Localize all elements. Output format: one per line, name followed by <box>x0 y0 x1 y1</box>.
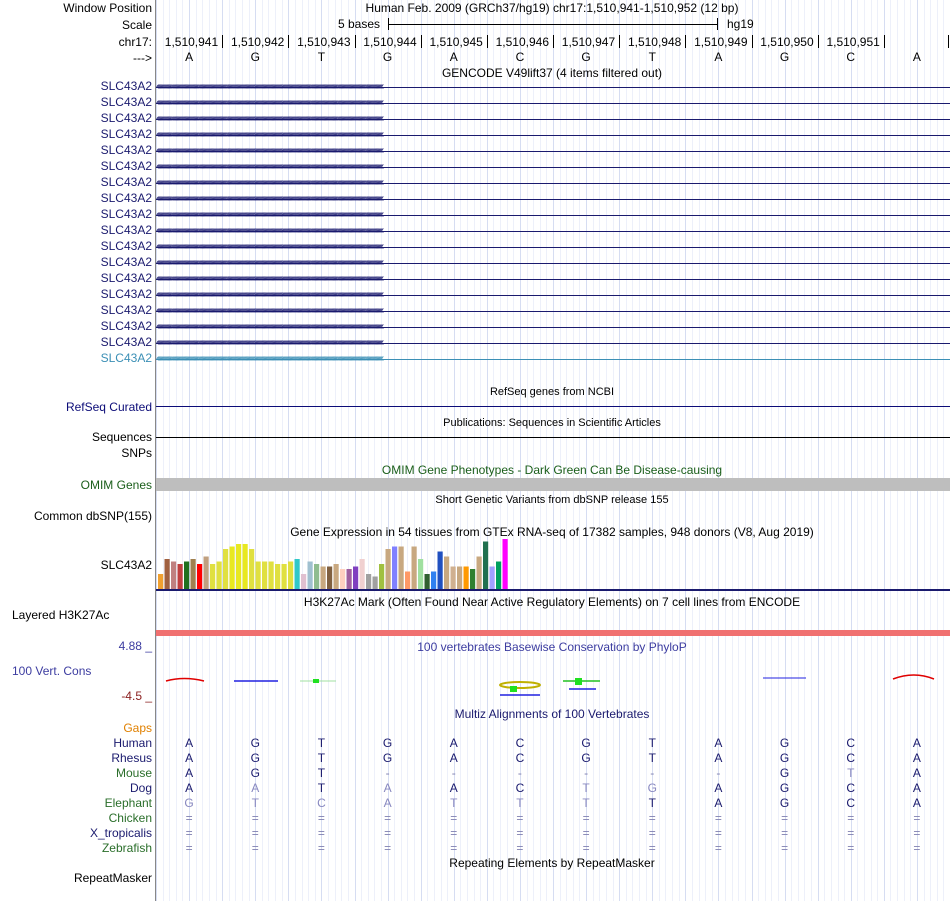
aligned-base: C <box>846 751 856 765</box>
reference-base: G <box>382 50 393 64</box>
scale-bar-left-tick <box>388 18 389 30</box>
gtex-tissue-bar[interactable] <box>418 559 423 589</box>
gtex-tissue-bar[interactable] <box>262 562 267 590</box>
gtex-tissue-bar[interactable] <box>321 567 326 590</box>
reference-base: A <box>714 50 723 64</box>
gencode-item-label[interactable]: SLC43A2 <box>100 143 152 157</box>
gtex-tissue-bar[interactable] <box>392 547 397 590</box>
gtex-tissue-bar[interactable] <box>340 569 345 589</box>
ruler-tick <box>222 35 223 48</box>
gencode-item-label[interactable]: SLC43A2 <box>100 239 152 253</box>
aligned-base: C <box>846 796 856 810</box>
h3k27ac-title: H3K27Ac Mark (Often Found Near Active Regulatory Elements) on 7 cell lines from ENCODE <box>303 595 801 609</box>
aligned-base: G <box>250 766 260 780</box>
strand-arrows: ‹‹‹‹‹‹‹‹‹‹‹‹‹‹‹‹‹‹‹‹‹‹‹‹‹‹‹‹‹‹‹‹‹‹‹‹‹‹‹‹‹‹‹‹‹‹‹‹‹‹‹‹‹‹‹‹‹‹‹‹‹‹‹‹‹‹‹‹‹‹‹‹‹‹‹‹‹‹‹‹‹‹‹‹‹‹‹‹‹‹‹‹‹‹‹‹‹‹‹‹‹‹‹‹‹‹‹‹‹‹‹‹‹‹‹‹‹‹‹‹‹‹‹‹‹‹‹‹‹‹‹‹‹‹‹‹‹‹‹‹‹‹‹‹‹‹‹‹‹‹‹‹‹‹‹‹‹‹‹‹‹‹‹‹‹‹‹‹‹‹‹‹‹‹‹‹‹‹‹‹‹‹‹‹‹‹‹‹‹‹‹‹‹‹‹‹‹‹‹‹ <box>156 354 383 364</box>
aligned-base: G <box>779 736 790 750</box>
gencode-item-label[interactable]: SLC43A2 <box>100 335 152 349</box>
strand-arrows: ‹‹‹‹‹‹‹‹‹‹‹‹‹‹‹‹‹‹‹‹‹‹‹‹‹‹‹‹‹‹‹‹‹‹‹‹‹‹‹‹‹‹‹‹‹‹‹‹‹‹‹‹‹‹‹‹‹‹‹‹‹‹‹‹‹‹‹‹‹‹‹‹‹‹‹‹‹‹‹‹‹‹‹‹‹‹‹‹‹‹‹‹‹‹‹‹‹‹‹‹‹‹‹‹‹‹‹‹‹‹‹‹‹‹‹‹‹‹‹‹‹‹‹‹‹‹‹‹‹‹‹‹‹‹‹‹‹‹‹‹‹‹‹‹‹‹‹‹‹‹‹‹‹‹‹‹‹‹‹‹‹‹‹‹‹‹‹‹‹‹‹‹‹‹‹‹‹‹‹‹‹‹‹‹‹‹‹‹‹‹‹‹‹‹‹‹‹‹‹‹ <box>156 306 383 316</box>
phylop-min: -4.5 _ <box>121 689 152 703</box>
aligned-base: C <box>317 796 326 810</box>
gtex-tissue-bar[interactable] <box>288 562 293 590</box>
ruler-tick <box>288 35 289 48</box>
reference-base: C <box>846 50 856 64</box>
gencode-item-label[interactable]: SLC43A2 <box>100 303 152 317</box>
multiz-title: Multiz Alignments of 100 Vertebrates <box>454 707 650 721</box>
aligned-base: = <box>251 811 259 825</box>
aligned-base: = <box>847 841 855 855</box>
gtex-tissue-bar[interactable] <box>308 562 313 590</box>
dbsnp-label[interactable]: Common dbSNP(155) <box>33 509 152 523</box>
aligned-base: = <box>251 841 259 855</box>
aligned-base: C <box>515 736 525 750</box>
publications-title: Publications: Sequences in Scientific Articles <box>443 417 661 429</box>
window-position-label: Window Position <box>63 1 152 15</box>
aligned-base: T <box>516 796 524 810</box>
aligned-base: = <box>913 811 921 825</box>
aligned-base: A <box>185 766 194 780</box>
aligned-base: G <box>779 751 790 765</box>
gtex-tissue-bar[interactable] <box>438 552 443 590</box>
scale-db: hg19 <box>727 17 754 31</box>
aligned-base: = <box>648 841 656 855</box>
gtex-tissue-bar[interactable] <box>171 562 176 590</box>
reference-base: G <box>250 50 260 64</box>
gencode-transcript[interactable] <box>156 130 950 140</box>
aligned-base: A <box>383 796 392 810</box>
refseq-label[interactable]: RefSeq Curated <box>65 400 152 414</box>
gtex-tissue-bar[interactable] <box>470 569 475 589</box>
strand-arrows: ‹‹‹‹‹‹‹‹‹‹‹‹‹‹‹‹‹‹‹‹‹‹‹‹‹‹‹‹‹‹‹‹‹‹‹‹‹‹‹‹‹‹‹‹‹‹‹‹‹‹‹‹‹‹‹‹‹‹‹‹‹‹‹‹‹‹‹‹‹‹‹‹‹‹‹‹‹‹‹‹‹‹‹‹‹‹‹‹‹‹‹‹‹‹‹‹‹‹‹‹‹‹‹‹‹‹‹‹‹‹‹‹‹‹‹‹‹‹‹‹‹‹‹‹‹‹‹‹‹‹‹‹‹‹‹‹‹‹‹‹‹‹‹‹‹‹‹‹‹‹‹‹‹‹‹‹‹‹‹‹‹‹‹‹‹‹‹‹‹‹‹‹‹‹‹‹‹‹‹‹‹‹‹‹‹‹‹‹‹‹‹‹‹‹‹‹‹‹‹‹ <box>156 242 383 252</box>
aligned-base: T <box>648 796 656 810</box>
gtex-tissue-bar[interactable] <box>353 567 358 590</box>
aligned-base: = <box>317 826 325 840</box>
gencode-transcript[interactable] <box>156 210 950 220</box>
gtex-tissue-bar[interactable] <box>243 544 248 589</box>
aligned-base: G <box>581 751 591 765</box>
gtex-tissue-bar[interactable] <box>366 574 371 589</box>
gtex-tissue-bar[interactable] <box>230 547 235 590</box>
aligned-base: G <box>250 751 260 765</box>
gtex-bar-chart[interactable] <box>156 538 950 592</box>
gtex-tissue-bar[interactable] <box>301 574 306 589</box>
gencode-transcript[interactable] <box>156 306 950 316</box>
species-label[interactable]: Rhesus <box>111 751 152 765</box>
gtex-tissue-bar[interactable] <box>431 572 436 590</box>
species-label[interactable]: X_tropicalis <box>89 826 152 840</box>
ruler-position: 1,510,951 <box>826 35 880 49</box>
aligned-base: = <box>648 811 656 825</box>
gencode-transcript[interactable] <box>156 114 950 124</box>
aligned-base: = <box>847 811 855 825</box>
phylop-mark-4 <box>500 682 540 688</box>
reference-base: A <box>185 50 194 64</box>
track-area[interactable] <box>156 0 950 901</box>
aligned-base: T <box>582 781 590 795</box>
gtex-tissue-bar[interactable] <box>347 569 352 589</box>
scale-text: 5 bases <box>338 17 381 31</box>
aligned-base: A <box>185 751 194 765</box>
strand-arrows: ‹‹‹‹‹‹‹‹‹‹‹‹‹‹‹‹‹‹‹‹‹‹‹‹‹‹‹‹‹‹‹‹‹‹‹‹‹‹‹‹‹‹‹‹‹‹‹‹‹‹‹‹‹‹‹‹‹‹‹‹‹‹‹‹‹‹‹‹‹‹‹‹‹‹‹‹‹‹‹‹‹‹‹‹‹‹‹‹‹‹‹‹‹‹‹‹‹‹‹‹‹‹‹‹‹‹‹‹‹‹‹‹‹‹‹‹‹‹‹‹‹‹‹‹‹‹‹‹‹‹‹‹‹‹‹‹‹‹‹‹‹‹‹‹‹‹‹‹‹‹‹‹‹‹‹‹‹‹‹‹‹‹‹‹‹‹‹‹‹‹‹‹‹‹‹‹‹‹‹‹‹‹‹‹‹‹‹‹‹‹‹‹‹‹‹‹‹‹‹‹ <box>156 258 383 268</box>
publications-label[interactable]: Sequences <box>91 430 152 444</box>
gencode-transcript[interactable] <box>156 322 950 332</box>
refseq-title: RefSeq genes from NCBI <box>489 386 615 398</box>
gtex-tissue-bar[interactable] <box>334 564 339 589</box>
strand-arrows: ‹‹‹‹‹‹‹‹‹‹‹‹‹‹‹‹‹‹‹‹‹‹‹‹‹‹‹‹‹‹‹‹‹‹‹‹‹‹‹‹‹‹‹‹‹‹‹‹‹‹‹‹‹‹‹‹‹‹‹‹‹‹‹‹‹‹‹‹‹‹‹‹‹‹‹‹‹‹‹‹‹‹‹‹‹‹‹‹‹‹‹‹‹‹‹‹‹‹‹‹‹‹‹‹‹‹‹‹‹‹‹‹‹‹‹‹‹‹‹‹‹‹‹‹‹‹‹‹‹‹‹‹‹‹‹‹‹‹‹‹‹‹‹‹‹‹‹‹‹‹‹‹‹‹‹‹‹‹‹‹‹‹‹‹‹‹‹‹‹‹‹‹‹‹‹‹‹‹‹‹‹‹‹‹‹‹‹‹‹‹‹‹‹‹‹‹‹‹‹‹ <box>156 210 383 220</box>
strand-arrows: ‹‹‹‹‹‹‹‹‹‹‹‹‹‹‹‹‹‹‹‹‹‹‹‹‹‹‹‹‹‹‹‹‹‹‹‹‹‹‹‹‹‹‹‹‹‹‹‹‹‹‹‹‹‹‹‹‹‹‹‹‹‹‹‹‹‹‹‹‹‹‹‹‹‹‹‹‹‹‹‹‹‹‹‹‹‹‹‹‹‹‹‹‹‹‹‹‹‹‹‹‹‹‹‹‹‹‹‹‹‹‹‹‹‹‹‹‹‹‹‹‹‹‹‹‹‹‹‹‹‹‹‹‹‹‹‹‹‹‹‹‹‹‹‹‹‹‹‹‹‹‹‹‹‹‹‹‹‹‹‹‹‹‹‹‹‹‹‹‹‹‹‹‹‹‹‹‹‹‹‹‹‹‹‹‹‹‹‹‹‹‹‹‹‹‹‹‹‹‹‹ <box>156 338 383 348</box>
track-labels <box>0 0 155 901</box>
gtex-tissue-bar[interactable] <box>249 549 254 589</box>
gencode-item-label[interactable]: SLC43A2 <box>100 271 152 285</box>
label-divider <box>155 0 156 901</box>
gtex-tissue-bar[interactable] <box>197 564 202 589</box>
gtex-tissue-bar[interactable] <box>223 549 228 589</box>
aligned-base: G <box>581 736 591 750</box>
aligned-base: G <box>647 781 657 795</box>
gencode-item-label[interactable]: SLC43A2 <box>100 207 152 221</box>
aligned-base: A <box>912 781 921 795</box>
aligned-base: = <box>582 841 590 855</box>
gencode-item-label[interactable]: SLC43A2 <box>100 95 152 109</box>
assembly-title: Human Feb. 2009 (GRCh37/hg19) chr17:1,510,941-1,510,952 (12 bp) <box>365 1 739 15</box>
aligned-base: - <box>451 766 456 780</box>
gtex-tissue-bar[interactable] <box>269 562 274 590</box>
gtex-tissue-bar[interactable] <box>256 562 261 590</box>
strand-arrows: ‹‹‹‹‹‹‹‹‹‹‹‹‹‹‹‹‹‹‹‹‹‹‹‹‹‹‹‹‹‹‹‹‹‹‹‹‹‹‹‹‹‹‹‹‹‹‹‹‹‹‹‹‹‹‹‹‹‹‹‹‹‹‹‹‹‹‹‹‹‹‹‹‹‹‹‹‹‹‹‹‹‹‹‹‹‹‹‹‹‹‹‹‹‹‹‹‹‹‹‹‹‹‹‹‹‹‹‹‹‹‹‹‹‹‹‹‹‹‹‹‹‹‹‹‹‹‹‹‹‹‹‹‹‹‹‹‹‹‹‹‹‹‹‹‹‹‹‹‹‹‹‹‹‹‹‹‹‹‹‹‹‹‹‹‹‹‹‹‹‹‹‹‹‹‹‹‹‹‹‹‹‹‹‹‹‹‹‹‹‹‹‹‹‹‹‹‹‹‹‹ <box>156 162 383 172</box>
aligned-base: A <box>449 751 458 765</box>
aligned-base: - <box>584 766 589 780</box>
gtex-tissue-bar[interactable] <box>379 564 384 589</box>
aligned-base: T <box>317 781 326 795</box>
strand-arrows: ‹‹‹‹‹‹‹‹‹‹‹‹‹‹‹‹‹‹‹‹‹‹‹‹‹‹‹‹‹‹‹‹‹‹‹‹‹‹‹‹‹‹‹‹‹‹‹‹‹‹‹‹‹‹‹‹‹‹‹‹‹‹‹‹‹‹‹‹‹‹‹‹‹‹‹‹‹‹‹‹‹‹‹‹‹‹‹‹‹‹‹‹‹‹‹‹‹‹‹‹‹‹‹‹‹‹‹‹‹‹‹‹‹‹‹‹‹‹‹‹‹‹‹‹‹‹‹‹‹‹‹‹‹‹‹‹‹‹‹‹‹‹‹‹‹‹‹‹‹‹‹‹‹‹‹‹‹‹‹‹‹‹‹‹‹‹‹‹‹‹‹‹‹‹‹‹‹‹‹‹‹‹‹‹‹‹‹‹‹‹‹‹‹‹‹‹‹‹‹‹ <box>156 98 383 108</box>
dbsnp-title: Short Genetic Variants from dbSNP release 155 <box>435 494 669 506</box>
gencode-transcript[interactable] <box>156 242 950 252</box>
gencode-item-label[interactable]: SLC43A2 <box>100 255 152 269</box>
species-label[interactable]: Human <box>113 736 152 750</box>
aligned-base: G <box>779 781 790 795</box>
reference-base: A <box>912 50 921 64</box>
strand-arrows: ‹‹‹‹‹‹‹‹‹‹‹‹‹‹‹‹‹‹‹‹‹‹‹‹‹‹‹‹‹‹‹‹‹‹‹‹‹‹‹‹‹‹‹‹‹‹‹‹‹‹‹‹‹‹‹‹‹‹‹‹‹‹‹‹‹‹‹‹‹‹‹‹‹‹‹‹‹‹‹‹‹‹‹‹‹‹‹‹‹‹‹‹‹‹‹‹‹‹‹‹‹‹‹‹‹‹‹‹‹‹‹‹‹‹‹‹‹‹‹‹‹‹‹‹‹‹‹‹‹‹‹‹‹‹‹‹‹‹‹‹‹‹‹‹‹‹‹‹‹‹‹‹‹‹‹‹‹‹‹‹‹‹‹‹‹‹‹‹‹‹‹‹‹‹‹‹‹‹‹‹‹‹‹‹‹‹‹‹‹‹‹‹‹‹‹‹‹‹‹‹ <box>156 178 383 188</box>
aligned-base: A <box>714 736 723 750</box>
aligned-base: G <box>382 736 393 750</box>
aligned-base: = <box>450 811 458 825</box>
gtex-tissue-bar[interactable] <box>503 539 508 589</box>
strand-arrows: ‹‹‹‹‹‹‹‹‹‹‹‹‹‹‹‹‹‹‹‹‹‹‹‹‹‹‹‹‹‹‹‹‹‹‹‹‹‹‹‹‹‹‹‹‹‹‹‹‹‹‹‹‹‹‹‹‹‹‹‹‹‹‹‹‹‹‹‹‹‹‹‹‹‹‹‹‹‹‹‹‹‹‹‹‹‹‹‹‹‹‹‹‹‹‹‹‹‹‹‹‹‹‹‹‹‹‹‹‹‹‹‹‹‹‹‹‹‹‹‹‹‹‹‹‹‹‹‹‹‹‹‹‹‹‹‹‹‹‹‹‹‹‹‹‹‹‹‹‹‹‹‹‹‹‹‹‹‹‹‹‹‹‹‹‹‹‹‹‹‹‹‹‹‹‹‹‹‹‹‹‹‹‹‹‹‹‹‹‹‹‹‹‹‹‹‹‹‹‹‹ <box>156 130 383 140</box>
ruler-position: 1,510,943 <box>297 35 351 49</box>
aligned-base: A <box>912 751 921 765</box>
aligned-base: G <box>184 796 194 810</box>
species-label[interactable]: Zebrafish <box>101 841 152 855</box>
species-label[interactable]: Mouse <box>115 766 152 780</box>
phylop-mark-5b <box>575 678 582 685</box>
reference-base: C <box>515 50 525 64</box>
ruler-tick <box>421 35 422 48</box>
aligned-base: G <box>250 736 260 750</box>
scale-label: Scale <box>121 18 152 32</box>
gtex-tissue-bar[interactable] <box>178 564 183 589</box>
aligned-base: G <box>779 796 790 810</box>
gencode-item-label[interactable]: SLC43A2 <box>100 111 152 125</box>
aligned-base: = <box>582 826 590 840</box>
gaps-label: Gaps <box>123 721 152 735</box>
aligned-base: = <box>516 841 524 855</box>
gencode-transcript[interactable] <box>156 98 950 108</box>
aligned-base: A <box>714 781 723 795</box>
aligned-base: T <box>648 736 656 750</box>
ruler-position: 1,510,944 <box>363 35 417 49</box>
ruler-position: 1,510,941 <box>164 35 219 49</box>
strand-arrows: ‹‹‹‹‹‹‹‹‹‹‹‹‹‹‹‹‹‹‹‹‹‹‹‹‹‹‹‹‹‹‹‹‹‹‹‹‹‹‹‹‹‹‹‹‹‹‹‹‹‹‹‹‹‹‹‹‹‹‹‹‹‹‹‹‹‹‹‹‹‹‹‹‹‹‹‹‹‹‹‹‹‹‹‹‹‹‹‹‹‹‹‹‹‹‹‹‹‹‹‹‹‹‹‹‹‹‹‹‹‹‹‹‹‹‹‹‹‹‹‹‹‹‹‹‹‹‹‹‹‹‹‹‹‹‹‹‹‹‹‹‹‹‹‹‹‹‹‹‹‹‹‹‹‹‹‹‹‹‹‹‹‹‹‹‹‹‹‹‹‹‹‹‹‹‹‹‹‹‹‹‹‹‹‹‹‹‹‹‹‹‹‹‹‹‹‹‹‹‹‹ <box>156 226 383 236</box>
gtex-tissue-bar[interactable] <box>158 574 163 589</box>
aligned-base: = <box>251 826 259 840</box>
gencode-item-label[interactable]: SLC43A2 <box>100 319 152 333</box>
gtex-tissue-bar[interactable] <box>184 562 189 590</box>
gtex-tissue-bar[interactable] <box>204 557 209 590</box>
gencode-transcript[interactable] <box>156 290 950 300</box>
phylop-max: 4.88 _ <box>118 639 152 653</box>
aligned-base: = <box>781 841 789 855</box>
gencode-transcript[interactable] <box>156 146 950 156</box>
gtex-tissue-bar[interactable] <box>217 562 222 590</box>
aligned-base: C <box>846 781 856 795</box>
strand-arrows: ‹‹‹‹‹‹‹‹‹‹‹‹‹‹‹‹‹‹‹‹‹‹‹‹‹‹‹‹‹‹‹‹‹‹‹‹‹‹‹‹‹‹‹‹‹‹‹‹‹‹‹‹‹‹‹‹‹‹‹‹‹‹‹‹‹‹‹‹‹‹‹‹‹‹‹‹‹‹‹‹‹‹‹‹‹‹‹‹‹‹‹‹‹‹‹‹‹‹‹‹‹‹‹‹‹‹‹‹‹‹‹‹‹‹‹‹‹‹‹‹‹‹‹‹‹‹‹‹‹‹‹‹‹‹‹‹‹‹‹‹‹‹‹‹‹‹‹‹‹‹‹‹‹‹‹‹‹‹‹‹‹‹‹‹‹‹‹‹‹‹‹‹‹‹‹‹‹‹‹‹‹‹‹‹‹‹‹‹‹‹‹‹‹‹‹‹‹‹‹‹ <box>156 82 383 92</box>
aligned-base: = <box>714 811 722 825</box>
aligned-base: = <box>450 841 458 855</box>
gtex-tissue-bar[interactable] <box>399 547 404 590</box>
ruler-tick <box>685 35 686 48</box>
gtex-tissue-bar[interactable] <box>327 567 332 590</box>
aligned-base: = <box>781 811 789 825</box>
species-label[interactable]: Dog <box>129 781 152 795</box>
ruler-tick <box>818 35 819 48</box>
aligned-base: A <box>912 796 921 810</box>
strand-arrows: ‹‹‹‹‹‹‹‹‹‹‹‹‹‹‹‹‹‹‹‹‹‹‹‹‹‹‹‹‹‹‹‹‹‹‹‹‹‹‹‹‹‹‹‹‹‹‹‹‹‹‹‹‹‹‹‹‹‹‹‹‹‹‹‹‹‹‹‹‹‹‹‹‹‹‹‹‹‹‹‹‹‹‹‹‹‹‹‹‹‹‹‹‹‹‹‹‹‹‹‹‹‹‹‹‹‹‹‹‹‹‹‹‹‹‹‹‹‹‹‹‹‹‹‹‹‹‹‹‹‹‹‹‹‹‹‹‹‹‹‹‹‹‹‹‹‹‹‹‹‹‹‹‹‹‹‹‹‹‹‹‹‹‹‹‹‹‹‹‹‹‹‹‹‹‹‹‹‹‹‹‹‹‹‹‹‹‹‹‹‹‹‹‹‹‹‹‹‹‹‹ <box>156 274 383 284</box>
strand-arrows: ‹‹‹‹‹‹‹‹‹‹‹‹‹‹‹‹‹‹‹‹‹‹‹‹‹‹‹‹‹‹‹‹‹‹‹‹‹‹‹‹‹‹‹‹‹‹‹‹‹‹‹‹‹‹‹‹‹‹‹‹‹‹‹‹‹‹‹‹‹‹‹‹‹‹‹‹‹‹‹‹‹‹‹‹‹‹‹‹‹‹‹‹‹‹‹‹‹‹‹‹‹‹‹‹‹‹‹‹‹‹‹‹‹‹‹‹‹‹‹‹‹‹‹‹‹‹‹‹‹‹‹‹‹‹‹‹‹‹‹‹‹‹‹‹‹‹‹‹‹‹‹‹‹‹‹‹‹‹‹‹‹‹‹‹‹‹‹‹‹‹‹‹‹‹‹‹‹‹‹‹‹‹‹‹‹‹‹‹‹‹‹‹‹‹‹‹‹‹‹‹ <box>156 322 383 332</box>
aligned-base: T <box>648 751 656 765</box>
phylop-mark-4b <box>510 686 517 692</box>
gtex-tissue-bar[interactable] <box>496 562 501 590</box>
reference-base: G <box>581 50 591 64</box>
ruler-tick <box>752 35 753 48</box>
aligned-base: - <box>650 766 655 780</box>
strand-arrows: ‹‹‹‹‹‹‹‹‹‹‹‹‹‹‹‹‹‹‹‹‹‹‹‹‹‹‹‹‹‹‹‹‹‹‹‹‹‹‹‹‹‹‹‹‹‹‹‹‹‹‹‹‹‹‹‹‹‹‹‹‹‹‹‹‹‹‹‹‹‹‹‹‹‹‹‹‹‹‹‹‹‹‹‹‹‹‹‹‹‹‹‹‹‹‹‹‹‹‹‹‹‹‹‹‹‹‹‹‹‹‹‹‹‹‹‹‹‹‹‹‹‹‹‹‹‹‹‹‹‹‹‹‹‹‹‹‹‹‹‹‹‹‹‹‹‹‹‹‹‹‹‹‹‹‹‹‹‹‹‹‹‹‹‹‹‹‹‹‹‹‹‹‹‹‹‹‹‹‹‹‹‹‹‹‹‹‹‹‹‹‹‹‹‹‹‹‹‹‹‹ <box>156 146 383 156</box>
aligned-base: = <box>516 811 524 825</box>
gtex-tissue-bar[interactable] <box>405 572 410 590</box>
aligned-base: A <box>251 781 260 795</box>
strand-arrows: ‹‹‹‹‹‹‹‹‹‹‹‹‹‹‹‹‹‹‹‹‹‹‹‹‹‹‹‹‹‹‹‹‹‹‹‹‹‹‹‹‹‹‹‹‹‹‹‹‹‹‹‹‹‹‹‹‹‹‹‹‹‹‹‹‹‹‹‹‹‹‹‹‹‹‹‹‹‹‹‹‹‹‹‹‹‹‹‹‹‹‹‹‹‹‹‹‹‹‹‹‹‹‹‹‹‹‹‹‹‹‹‹‹‹‹‹‹‹‹‹‹‹‹‹‹‹‹‹‹‹‹‹‹‹‹‹‹‹‹‹‹‹‹‹‹‹‹‹‹‹‹‹‹‹‹‹‹‹‹‹‹‹‹‹‹‹‹‹‹‹‹‹‹‹‹‹‹‹‹‹‹‹‹‹‹‹‹‹‹‹‹‹‹‹‹‹‹‹‹‹ <box>156 194 383 204</box>
aligned-base: = <box>450 826 458 840</box>
gencode-title: GENCODE V49lift37 (4 items filtered out) <box>441 66 663 80</box>
phylop-signal[interactable] <box>156 668 950 702</box>
gtex-tissue-bar[interactable] <box>425 574 430 589</box>
aligned-base: = <box>913 826 921 840</box>
gtex-tissue-bar[interactable] <box>236 544 241 589</box>
h3k27ac-signal[interactable] <box>156 630 950 636</box>
omim-title: OMIM Gene Phenotypes - Dark Green Can Be Disease-causing <box>381 463 723 477</box>
gencode-transcript[interactable] <box>156 226 950 236</box>
gtex-tissue-bar[interactable] <box>314 564 319 589</box>
aligned-base: A <box>449 736 458 750</box>
repeatmasker-label[interactable]: RepeatMasker <box>73 871 152 885</box>
gencode-transcript[interactable] <box>156 274 950 284</box>
phylop-label[interactable]: 100 Vert. Cons <box>12 664 92 678</box>
repeatmasker-title: Repeating Elements by RepeatMasker <box>449 856 655 870</box>
gencode-transcript[interactable] <box>156 82 950 92</box>
reference-base: T <box>317 50 326 64</box>
aligned-base: C <box>515 781 525 795</box>
species-label[interactable]: Elephant <box>104 796 152 810</box>
h3k27ac-label[interactable]: Layered H3K27Ac <box>12 608 110 622</box>
aligned-base: T <box>251 796 259 810</box>
gtex-tissue-bar[interactable] <box>191 559 196 589</box>
gencode-item-label[interactable]: SLC43A2 <box>100 191 152 205</box>
snps-label[interactable]: SNPs <box>121 446 152 460</box>
strand-arrows: ‹‹‹‹‹‹‹‹‹‹‹‹‹‹‹‹‹‹‹‹‹‹‹‹‹‹‹‹‹‹‹‹‹‹‹‹‹‹‹‹‹‹‹‹‹‹‹‹‹‹‹‹‹‹‹‹‹‹‹‹‹‹‹‹‹‹‹‹‹‹‹‹‹‹‹‹‹‹‹‹‹‹‹‹‹‹‹‹‹‹‹‹‹‹‹‹‹‹‹‹‹‹‹‹‹‹‹‹‹‹‹‹‹‹‹‹‹‹‹‹‹‹‹‹‹‹‹‹‹‹‹‹‹‹‹‹‹‹‹‹‹‹‹‹‹‹‹‹‹‹‹‹‹‹‹‹‹‹‹‹‹‹‹‹‹‹‹‹‹‹‹‹‹‹‹‹‹‹‹‹‹‹‹‹‹‹‹‹‹‹‹‹‹‹‹‹‹‹‹‹ <box>156 114 383 124</box>
aligned-base: T <box>450 796 458 810</box>
gencode-item-label[interactable]: SLC43A2 <box>100 175 152 189</box>
gtex-tissue-bar[interactable] <box>464 567 469 590</box>
gencode-transcript[interactable] <box>156 258 950 268</box>
gtex-tissue-bar[interactable] <box>295 559 300 589</box>
gencode-item-label[interactable]: SLC43A2 <box>100 79 152 93</box>
strand-label: ---> <box>133 51 152 65</box>
aligned-base: = <box>781 826 789 840</box>
gencode-transcript[interactable] <box>156 354 950 364</box>
gencode-transcript[interactable] <box>156 162 950 172</box>
species-label[interactable]: Chicken <box>108 811 152 825</box>
aligned-base: = <box>185 841 193 855</box>
aligned-base: = <box>714 841 722 855</box>
reference-base: T <box>648 50 656 64</box>
ruler-position: 1,510,949 <box>694 35 748 49</box>
strand-arrows: ‹‹‹‹‹‹‹‹‹‹‹‹‹‹‹‹‹‹‹‹‹‹‹‹‹‹‹‹‹‹‹‹‹‹‹‹‹‹‹‹‹‹‹‹‹‹‹‹‹‹‹‹‹‹‹‹‹‹‹‹‹‹‹‹‹‹‹‹‹‹‹‹‹‹‹‹‹‹‹‹‹‹‹‹‹‹‹‹‹‹‹‹‹‹‹‹‹‹‹‹‹‹‹‹‹‹‹‹‹‹‹‹‹‹‹‹‹‹‹‹‹‹‹‹‹‹‹‹‹‹‹‹‹‹‹‹‹‹‹‹‹‹‹‹‹‹‹‹‹‹‹‹‹‹‹‹‹‹‹‹‹‹‹‹‹‹‹‹‹‹‹‹‹‹‹‹‹‹‹‹‹‹‹‹‹‹‹‹‹‹‹‹‹‹‹‹‹‹‹‹ <box>156 290 383 300</box>
gencode-item-label[interactable]: SLC43A2 <box>100 351 152 365</box>
aligned-base: C <box>846 736 856 750</box>
aligned-base: = <box>913 841 921 855</box>
ruler-tick <box>619 35 620 48</box>
gencode-item-label[interactable]: SLC43A2 <box>100 223 152 237</box>
aligned-base: - <box>385 766 390 780</box>
ruler-tick <box>884 35 885 48</box>
gencode-transcript[interactable] <box>156 194 950 204</box>
publications-line[interactable] <box>156 437 950 438</box>
aligned-base: A <box>714 751 723 765</box>
aligned-base: A <box>912 736 921 750</box>
phylop-peak-1 <box>166 679 204 682</box>
aligned-base: C <box>515 751 525 765</box>
aligned-base: = <box>317 841 325 855</box>
refseq-gene-line[interactable] <box>156 406 950 407</box>
phylop-title: 100 vertebrates Basewise Conservation by PhyloP <box>417 640 687 654</box>
gencode-item-label[interactable]: SLC43A2 <box>100 287 152 301</box>
aligned-base: A <box>714 796 723 810</box>
ruler-tick <box>948 35 949 48</box>
ruler-position: 1,510,947 <box>561 35 616 49</box>
gtex-tissue-bar[interactable] <box>282 564 287 589</box>
aligned-base: A <box>185 736 194 750</box>
gtex-baseline <box>156 589 950 591</box>
aligned-base: = <box>384 841 392 855</box>
gencode-item-label[interactable]: SLC43A2 <box>100 159 152 173</box>
gtex-tissue-bar[interactable] <box>451 567 456 590</box>
gencode-item-label[interactable]: SLC43A2 <box>100 127 152 141</box>
gtex-tissue-bar[interactable] <box>444 557 449 590</box>
scale-bar <box>388 24 718 25</box>
ruler-tick <box>355 35 356 48</box>
aligned-base: G <box>382 751 393 765</box>
gtex-tissue-bar[interactable] <box>490 567 495 590</box>
aligned-base: T <box>582 796 590 810</box>
gtex-tissue-bar[interactable] <box>386 549 391 589</box>
gtex-tissue-bar[interactable] <box>483 542 488 590</box>
aligned-base: T <box>317 766 326 780</box>
gtex-tissue-bar[interactable] <box>457 567 462 590</box>
aligned-base: A <box>185 781 194 795</box>
gencode-transcript[interactable] <box>156 178 950 188</box>
gtex-tissue-bar[interactable] <box>165 559 170 589</box>
aligned-base: T <box>847 766 855 780</box>
aligned-base: T <box>317 751 326 765</box>
gtex-tissue-bar[interactable] <box>373 577 378 590</box>
aligned-base: T <box>317 736 326 750</box>
gtex-tissue-bar[interactable] <box>275 564 280 589</box>
aligned-base: = <box>185 811 193 825</box>
ruler-position: 1,510,945 <box>429 35 483 49</box>
aligned-base: A <box>383 781 392 795</box>
aligned-base: A <box>912 766 921 780</box>
aligned-base: = <box>384 826 392 840</box>
omim-label[interactable]: OMIM Genes <box>80 478 152 492</box>
aligned-base: = <box>185 826 193 840</box>
gtex-title: Gene Expression in 54 tissues from GTEx RNA-seq of 17382 samples, 948 donors (V8, Aug 2019) <box>290 525 814 539</box>
aligned-base: = <box>317 811 325 825</box>
aligned-base: = <box>648 826 656 840</box>
aligned-base: = <box>847 826 855 840</box>
reference-base: G <box>779 50 790 64</box>
ruler-tick <box>553 35 554 48</box>
omim-bar[interactable] <box>156 478 950 491</box>
aligned-base: = <box>384 811 392 825</box>
gtex-tissue-bar[interactable] <box>412 547 417 590</box>
phylop-peak-7 <box>893 675 934 679</box>
aligned-base: = <box>714 826 722 840</box>
gencode-transcript[interactable] <box>156 338 950 348</box>
reference-base: A <box>449 50 458 64</box>
aligned-base: A <box>449 781 458 795</box>
aligned-base: - <box>716 766 721 780</box>
ruler-position: 1,510,948 <box>627 35 682 49</box>
gtex-label[interactable]: SLC43A2 <box>100 558 152 572</box>
aligned-base: = <box>516 826 524 840</box>
ruler-position: 1,510,946 <box>495 35 549 49</box>
gtex-tissue-bar[interactable] <box>210 564 215 589</box>
gtex-tissue-bar[interactable] <box>360 559 365 589</box>
aligned-base: - <box>517 766 522 780</box>
gtex-tissue-bar[interactable] <box>477 557 482 590</box>
aligned-base: = <box>582 811 590 825</box>
scale-bar-right-tick <box>717 18 718 30</box>
chrom-label: chr17: <box>118 35 152 49</box>
phylop-mark-3b <box>313 679 319 683</box>
aligned-base: G <box>779 766 790 780</box>
ruler-position: 1,510,942 <box>230 35 285 49</box>
ruler-position: 1,510,950 <box>760 35 814 49</box>
ruler-tick <box>487 35 488 48</box>
